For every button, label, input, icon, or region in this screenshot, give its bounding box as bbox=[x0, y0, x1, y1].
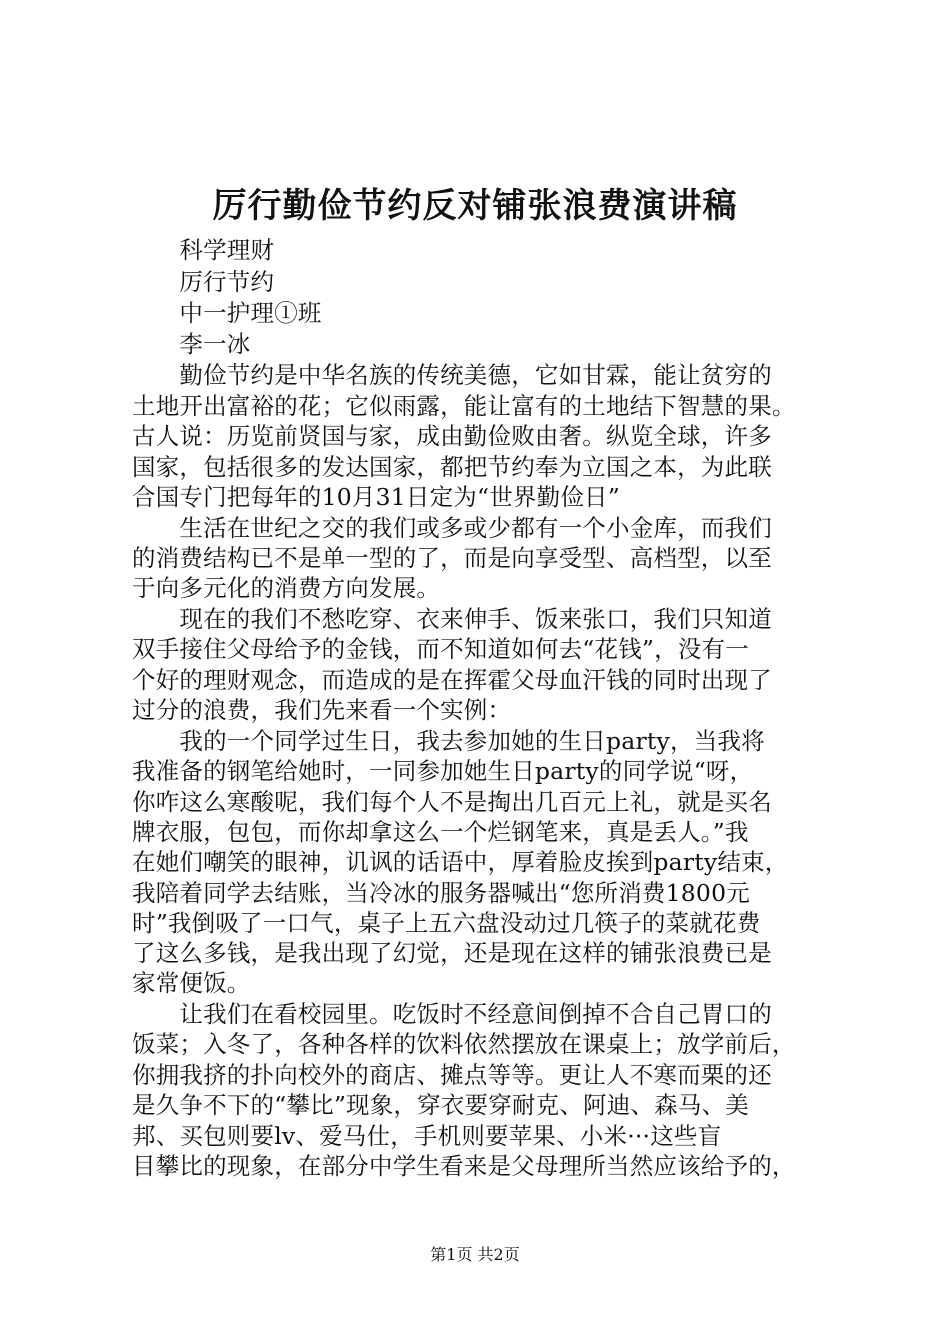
text-line: 土地开出富裕的花；它似雨露，能让富有的土地结下智慧的果。 bbox=[132, 392, 796, 420]
text-line: 合国专门把每年的10月31日定为“世界勤俭日” bbox=[132, 483, 620, 511]
text-line: 你拥我挤的扑向校外的商店、摊点等等。更让人不寒而栗的还 bbox=[132, 1061, 772, 1089]
text-line: 家常便饭。 bbox=[132, 969, 251, 997]
text-line: 中一护理①班 bbox=[132, 299, 322, 327]
text-line: 在她们嘲笑的眼神，讥讽的话语中，厚着脸皮挨到party结束， bbox=[132, 848, 789, 876]
text-line: 过分的浪费，我们先来看一个实例： bbox=[132, 696, 512, 724]
text-line: 我的一个同学过生日，我去参加她的生日party，当我将 bbox=[132, 727, 765, 755]
text-line: 邦、买包则要lv、爱马仕，手机则要苹果、小米···这些盲 bbox=[132, 1122, 722, 1150]
text-line: 我准备的钢笔给她时，一同参加她生日party的同学说“呀， bbox=[132, 757, 754, 785]
text-line: 让我们在看校园里。吃饭时不经意间倒掉不合自己胃口的 bbox=[132, 1000, 772, 1028]
text-line: 的消费结构已不是单一型的了，而是向享受型、高档型，以至 bbox=[132, 544, 772, 572]
text-line: 现在的我们不愁吃穿、衣来伸手、饭来张口，我们只知道 bbox=[132, 605, 772, 633]
text-line: 生活在世纪之交的我们或多或少都有一个小金库，而我们 bbox=[132, 514, 772, 542]
text-line: 牌衣服，包包，而你却拿这么一个烂钢笔来，真是丢人。”我 bbox=[132, 818, 749, 846]
text-line: 时”我倒吸了一口气，桌子上五六盘没动过几筷子的菜就花费 bbox=[132, 909, 761, 937]
text-line: 国家，包括很多的发达国家，都把节约奉为立国之本，为此联 bbox=[132, 453, 772, 481]
text-line: 古人说：历览前贤国与家，成由勤俭败由奢。纵览全球，许多 bbox=[132, 422, 772, 450]
text-line: 个好的理财观念，而造成的是在挥霍父母血汗钱的同时出现了 bbox=[132, 666, 772, 694]
text-line: 李一冰 bbox=[132, 330, 251, 358]
text-line: 我陪着同学去结账，当冷冰的服务器喊出“您所消费1800元 bbox=[132, 879, 750, 907]
text-line: 了这么多钱，是我出现了幻觉，还是现在这样的铺张浪费已是 bbox=[132, 939, 772, 967]
document-title: 厉行勤俭节约反对铺张浪费演讲稿 bbox=[212, 186, 738, 226]
text-line: 双手接住父母给予的金钱，而不知道如何去“花钱”，没有一 bbox=[132, 635, 749, 663]
text-line: 厉行节约 bbox=[132, 268, 275, 296]
text-line: 于向多元化的消费方向发展。 bbox=[132, 574, 441, 602]
page-footer: 第1页 共2页 bbox=[430, 1245, 520, 1264]
text-line: 是久争不下的“攀比”现象，穿衣要穿耐克、阿迪、森马、美 bbox=[132, 1091, 749, 1119]
text-line: 目攀比的现象，在部分中学生看来是父母理所当然应该给予的， bbox=[132, 1152, 796, 1180]
text-line: 勤俭节约是中华名族的传统美德，它如甘霖，能让贫穷的 bbox=[132, 361, 772, 389]
text-line: 你咋这么寒酸呢，我们每个人不是掏出几百元上礼，就是买名 bbox=[132, 788, 772, 816]
text-line: 科学理财 bbox=[132, 236, 275, 264]
text-line: 饭菜；入冬了，各种各样的饮料依然摆放在课桌上；放学前后， bbox=[132, 1030, 796, 1058]
